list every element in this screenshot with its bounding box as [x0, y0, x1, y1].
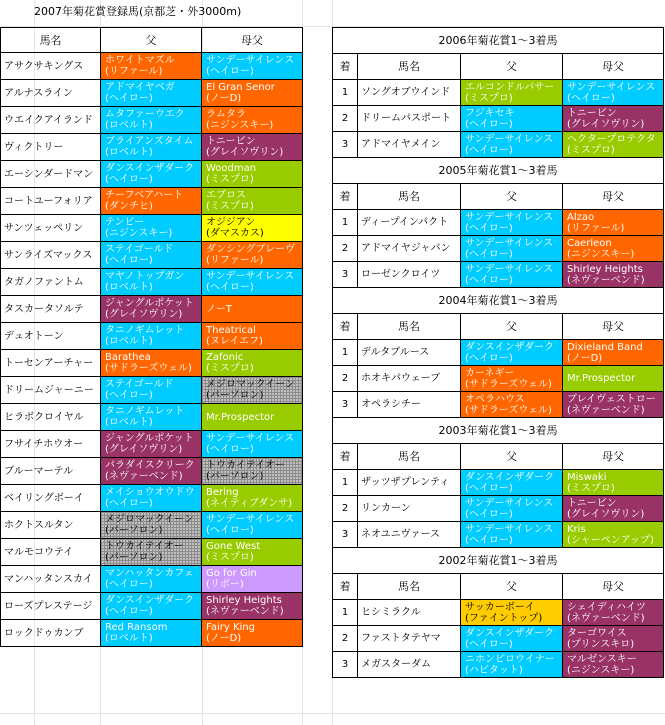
- table-row: [333, 80, 664, 106]
- table-row: [333, 366, 664, 392]
- broodmare-sire-cell: Fairy King (ノーD): [202, 620, 303, 647]
- sire-cell: ステイゴールド (ヘイロー): [101, 377, 202, 404]
- horse-name: アドマイヤメイン: [358, 132, 461, 158]
- sire-cell: オペラハウス (サドラーズウェル): [461, 392, 563, 418]
- table-row: [1, 431, 303, 458]
- rank: 2: [333, 626, 358, 652]
- history-table: [332, 27, 664, 678]
- horse-name: ヒシミラクル: [358, 600, 461, 626]
- broodmare-sire-cell: Caerleon (ニジンスキー): [563, 236, 664, 262]
- table-row: [333, 522, 664, 548]
- header-broodmare-sire: 母父: [202, 28, 303, 53]
- sire-cell: ブライアンズタイム (ロベルト): [101, 134, 202, 161]
- broodmare-sire-cell: トニービン (グレイソヴリン): [202, 134, 303, 161]
- broodmare-sire-cell: Mr.Prospector: [563, 366, 664, 392]
- rank: 3: [333, 652, 358, 678]
- sire-cell: アドマイヤベガ (ヘイロー): [101, 80, 202, 107]
- rank: 3: [333, 262, 358, 288]
- horse-name: ネオユニヴァース: [358, 522, 461, 548]
- sire-cell: テンビー (ニジンスキー): [101, 215, 202, 242]
- history-header-row: [333, 54, 664, 80]
- broodmare-sire-cell: ヘクタープロテクタ (ミスプロ): [563, 132, 664, 158]
- history-header-row: [333, 314, 664, 340]
- horse-name: デルタブルース: [358, 340, 461, 366]
- broodmare-sire-header: 母父: [563, 314, 664, 340]
- table-row: [333, 652, 664, 678]
- table-row: [333, 470, 664, 496]
- sire-cell: メイショウオウドウ (ヘイロー): [101, 485, 202, 512]
- table-row: [1, 404, 303, 431]
- sire-cell: ステイゴールド (ヘイロー): [101, 242, 202, 269]
- broodmare-sire-header: 母父: [563, 54, 664, 80]
- table-row: [1, 161, 303, 188]
- rank: 1: [333, 210, 358, 236]
- horse-name: ソングオブウインド: [358, 80, 461, 106]
- year-title-row: [333, 288, 664, 314]
- horse-name: サンライズマックス: [1, 242, 101, 269]
- sire-header: 父: [461, 184, 563, 210]
- broodmare-sire-cell: Shirley Heights (ネヴァーベンド): [202, 593, 303, 620]
- header-horse-name: 馬名: [1, 28, 101, 53]
- table-row: [1, 269, 303, 296]
- sire-cell: ダンスインザダーク (ヘイロー): [101, 593, 202, 620]
- broodmare-sire-cell: ターゴワイス (プリンスキロ): [563, 626, 664, 652]
- broodmare-sire-cell: トニービン (グレイソヴリン): [563, 496, 664, 522]
- horse-name: ドリームジャーニー: [1, 377, 101, 404]
- horse-name: デュオトーン: [1, 323, 101, 350]
- sire-cell: ニホンピロウイナー (ハビタット): [461, 652, 563, 678]
- table-row: [1, 566, 303, 593]
- broodmare-sire-cell: トニービン (グレイソヴリン): [563, 106, 664, 132]
- broodmare-sire-cell: サンデーサイレンス (ヘイロー): [202, 512, 303, 539]
- table-row: [333, 600, 664, 626]
- horse-name-header: 馬名: [358, 54, 461, 80]
- sire-cell: トウカイテイオー (パーソロン): [101, 539, 202, 566]
- header-sire: 父: [101, 28, 202, 53]
- broodmare-sire-cell: Bering (ネイティブダンサ): [202, 485, 303, 512]
- horse-name: ファストタテヤマ: [358, 626, 461, 652]
- table-row: [333, 496, 664, 522]
- rank: 2: [333, 496, 358, 522]
- broodmare-sire-cell: サンデーサイレンス (ヘイロー): [563, 80, 664, 106]
- table-row: [1, 512, 303, 539]
- horse-name: ザッツザプレンティ: [358, 470, 461, 496]
- broodmare-sire-cell: ダンシングブレーヴ (リファール): [202, 242, 303, 269]
- horse-name: ヴィクトリー: [1, 134, 101, 161]
- sire-cell: ムタファーウエク (ロベルト): [101, 107, 202, 134]
- horse-name: トーセンアーチャー: [1, 350, 101, 377]
- horse-name-header: 馬名: [358, 314, 461, 340]
- broodmare-sire-cell: オジジアン (ダマスカス): [202, 215, 303, 242]
- horse-name: ブルーマーテル: [1, 458, 101, 485]
- rank-header: 着: [333, 444, 358, 470]
- horse-name: アドマイヤジャパン: [358, 236, 461, 262]
- table-row: [1, 188, 303, 215]
- sire-cell: エルコンドルパサー (ミスプロ): [461, 80, 563, 106]
- table-row: [1, 485, 303, 512]
- page-title: 2007年菊花賞登録馬(京都芝・外3000m): [34, 5, 242, 18]
- sire-cell: サンデーサイレンス (ヘイロー): [461, 210, 563, 236]
- broodmare-sire-cell: Shirley Heights (ネヴァーベンド): [563, 262, 664, 288]
- horse-name: オペラシチー: [358, 392, 461, 418]
- table-row: [333, 106, 664, 132]
- broodmare-sire-cell: ラムタラ (ニジンスキー): [202, 107, 303, 134]
- sire-cell: タニノギムレット (ロベルト): [101, 404, 202, 431]
- broodmare-sire-cell: Dixieland Band (ノーD): [563, 340, 664, 366]
- broodmare-sire-cell: サンデーサイレンス (ヘイロー): [202, 53, 303, 80]
- sire-header: 父: [461, 574, 563, 600]
- horse-name: ホクトスルタン: [1, 512, 101, 539]
- broodmare-sire-header: 母父: [563, 574, 664, 600]
- entries-table: [0, 27, 303, 647]
- table-row: [333, 626, 664, 652]
- table-row: [1, 53, 303, 80]
- broodmare-sire-cell: メジロマックイーン (パーソロン): [202, 377, 303, 404]
- table-row: [333, 392, 664, 418]
- history-header-row: [333, 444, 664, 470]
- broodmare-sire-cell: Theatrical (ヌレイエフ): [202, 323, 303, 350]
- horse-name: マンハッタンスカイ: [1, 566, 101, 593]
- broodmare-sire-cell: ノーT: [202, 296, 303, 323]
- horse-name: ドリームパスポート: [358, 106, 461, 132]
- sire-cell: メジロマックイーン (パーソロン): [101, 512, 202, 539]
- broodmare-sire-cell: Go for Gin (リボー): [202, 566, 303, 593]
- sire-cell: マヤノトップガン (ロベルト): [101, 269, 202, 296]
- table-row: [1, 296, 303, 323]
- table-row: [1, 377, 303, 404]
- rank: 1: [333, 600, 358, 626]
- sire-cell: ホワイトマズル (リファール): [101, 53, 202, 80]
- horse-name: リンカーン: [358, 496, 461, 522]
- sire-cell: ダンスインザダーク (ヘイロー): [461, 470, 563, 496]
- sire-header: 父: [461, 444, 563, 470]
- table-row: [1, 107, 303, 134]
- broodmare-sire-cell: サンデーサイレンス (ヘイロー): [202, 431, 303, 458]
- year-title-row: [333, 418, 664, 444]
- broodmare-sire-cell: ブレイヴェストロー (ネヴァーベンド): [563, 392, 664, 418]
- horse-name: ディープインパクト: [358, 210, 461, 236]
- broodmare-sire-cell: Alzao (リファール): [563, 210, 664, 236]
- horse-name-header: 馬名: [358, 184, 461, 210]
- year-title: 2006年菊花賞1〜3着馬: [333, 28, 664, 54]
- table-row: [1, 242, 303, 269]
- table-row: [1, 458, 303, 485]
- year-title: 2003年菊花賞1〜3着馬: [333, 418, 664, 444]
- table-row: [333, 236, 664, 262]
- sire-cell: サンデーサイレンス (ヘイロー): [461, 522, 563, 548]
- year-title-row: [333, 28, 664, 54]
- broodmare-sire-cell: Miswaki (ミスプロ): [563, 470, 664, 496]
- sire-cell: フジキセキ (ヘイロー): [461, 106, 563, 132]
- broodmare-sire-cell: マルゼンスキー (ニジンスキー): [563, 652, 664, 678]
- broodmare-sire-header: 母父: [563, 184, 664, 210]
- broodmare-sire-cell: エブロス (ミスプロ): [202, 188, 303, 215]
- horse-name-header: 馬名: [358, 444, 461, 470]
- sire-cell: カーネギー (サドラーズウェル): [461, 366, 563, 392]
- sire-cell: Red Ransom (ロベルト): [101, 620, 202, 647]
- horse-name: アルナスライン: [1, 80, 101, 107]
- history-header-row: [333, 574, 664, 600]
- horse-name: ベイリングボーイ: [1, 485, 101, 512]
- table-row: [1, 323, 303, 350]
- horse-name: ローゼンクロイツ: [358, 262, 461, 288]
- sire-header: 父: [461, 54, 563, 80]
- horse-name: サンツェッペリン: [1, 215, 101, 242]
- table-row: [333, 210, 664, 236]
- horse-name: ローズプレステージ: [1, 593, 101, 620]
- rank: 3: [333, 392, 358, 418]
- sire-cell: パラダイスクリーク (ネヴァーベンド): [101, 458, 202, 485]
- rank: 2: [333, 106, 358, 132]
- horse-name: ウエイクアイランド: [1, 107, 101, 134]
- broodmare-sire-cell: Gone West (ミスプロ): [202, 539, 303, 566]
- table-row: [1, 134, 303, 161]
- sire-cell: サンデーサイレンス (ヘイロー): [461, 236, 563, 262]
- sire-cell: ダンスインザダーク (ヘイロー): [461, 340, 563, 366]
- horse-name: ホオキパウェーブ: [358, 366, 461, 392]
- sire-cell: ダンスインザダーク (ヘイロー): [101, 161, 202, 188]
- sire-cell: サンデーサイレンス (ヘイロー): [461, 262, 563, 288]
- sire-cell: サッカーボーイ (ファイントップ): [461, 600, 563, 626]
- rank-header: 着: [333, 574, 358, 600]
- broodmare-sire-cell: Kris (シャーペンアップ): [563, 522, 664, 548]
- table-row: [333, 132, 664, 158]
- horse-name: マルモコウテイ: [1, 539, 101, 566]
- rank-header: 着: [333, 184, 358, 210]
- table-row: [1, 620, 303, 647]
- rank: 3: [333, 522, 358, 548]
- table-row: [1, 593, 303, 620]
- year-title: 2004年菊花賞1〜3着馬: [333, 288, 664, 314]
- table-row: [1, 350, 303, 377]
- sire-cell: サンデーサイレンス (ヘイロー): [461, 496, 563, 522]
- sire-cell: サンデーサイレンス (ヘイロー): [461, 132, 563, 158]
- entries-header-row: [1, 28, 303, 53]
- broodmare-sire-cell: Zafonic (ミスプロ): [202, 350, 303, 377]
- sire-cell: タニノギムレット (ロベルト): [101, 323, 202, 350]
- rank-header: 着: [333, 314, 358, 340]
- horse-name: フサイチホウオー: [1, 431, 101, 458]
- sire-cell: ジャングルポケット (グレイソヴリン): [101, 431, 202, 458]
- horse-name: コートユーフォリア: [1, 188, 101, 215]
- broodmare-sire-cell: Woodman (ミスプロ): [202, 161, 303, 188]
- year-title-row: [333, 158, 664, 184]
- table-row: [333, 340, 664, 366]
- table-row: [1, 215, 303, 242]
- rank: 2: [333, 236, 358, 262]
- rank: 3: [333, 132, 358, 158]
- rank: 1: [333, 340, 358, 366]
- horse-name: ロックドゥカンブ: [1, 620, 101, 647]
- rank: 2: [333, 366, 358, 392]
- sire-cell: マンハッタンカフェ (ヘイロー): [101, 566, 202, 593]
- rank-header: 着: [333, 54, 358, 80]
- broodmare-sire-header: 母父: [563, 444, 664, 470]
- sire-header: 父: [461, 314, 563, 340]
- horse-name: タスカータソルテ: [1, 296, 101, 323]
- broodmare-sire-cell: シェイディハイツ (ネヴァーベンド): [563, 600, 664, 626]
- broodmare-sire-cell: サンデーサイレンス (ヘイロー): [202, 269, 303, 296]
- rank: 1: [333, 470, 358, 496]
- year-title: 2005年菊花賞1〜3着馬: [333, 158, 664, 184]
- sire-cell: ジャングルポケット (グレイソヴリン): [101, 296, 202, 323]
- sire-cell: Barathea (サドラーズウェル): [101, 350, 202, 377]
- table-row: [1, 539, 303, 566]
- horse-name-header: 馬名: [358, 574, 461, 600]
- horse-name: ヒラボクロイヤル: [1, 404, 101, 431]
- table-row: [333, 262, 664, 288]
- history-header-row: [333, 184, 664, 210]
- sire-cell: ダンスインザダーク (ヘイロー): [461, 626, 563, 652]
- rank: 1: [333, 80, 358, 106]
- gridline: [0, 713, 665, 714]
- horse-name: アサクサキングス: [1, 53, 101, 80]
- table-row: [1, 80, 303, 107]
- horse-name: エーシンダードマン: [1, 161, 101, 188]
- broodmare-sire-cell: El Gran Senor (ノーD): [202, 80, 303, 107]
- sire-cell: チーフベアハート (ダンチヒ): [101, 188, 202, 215]
- horse-name: メガスターダム: [358, 652, 461, 678]
- broodmare-sire-cell: トウカイテイオー (パーソロン): [202, 458, 303, 485]
- year-title-row: [333, 548, 664, 574]
- broodmare-sire-cell: Mr.Prospector: [202, 404, 303, 431]
- horse-name: タガノファントム: [1, 269, 101, 296]
- year-title: 2002年菊花賞1〜3着馬: [333, 548, 664, 574]
